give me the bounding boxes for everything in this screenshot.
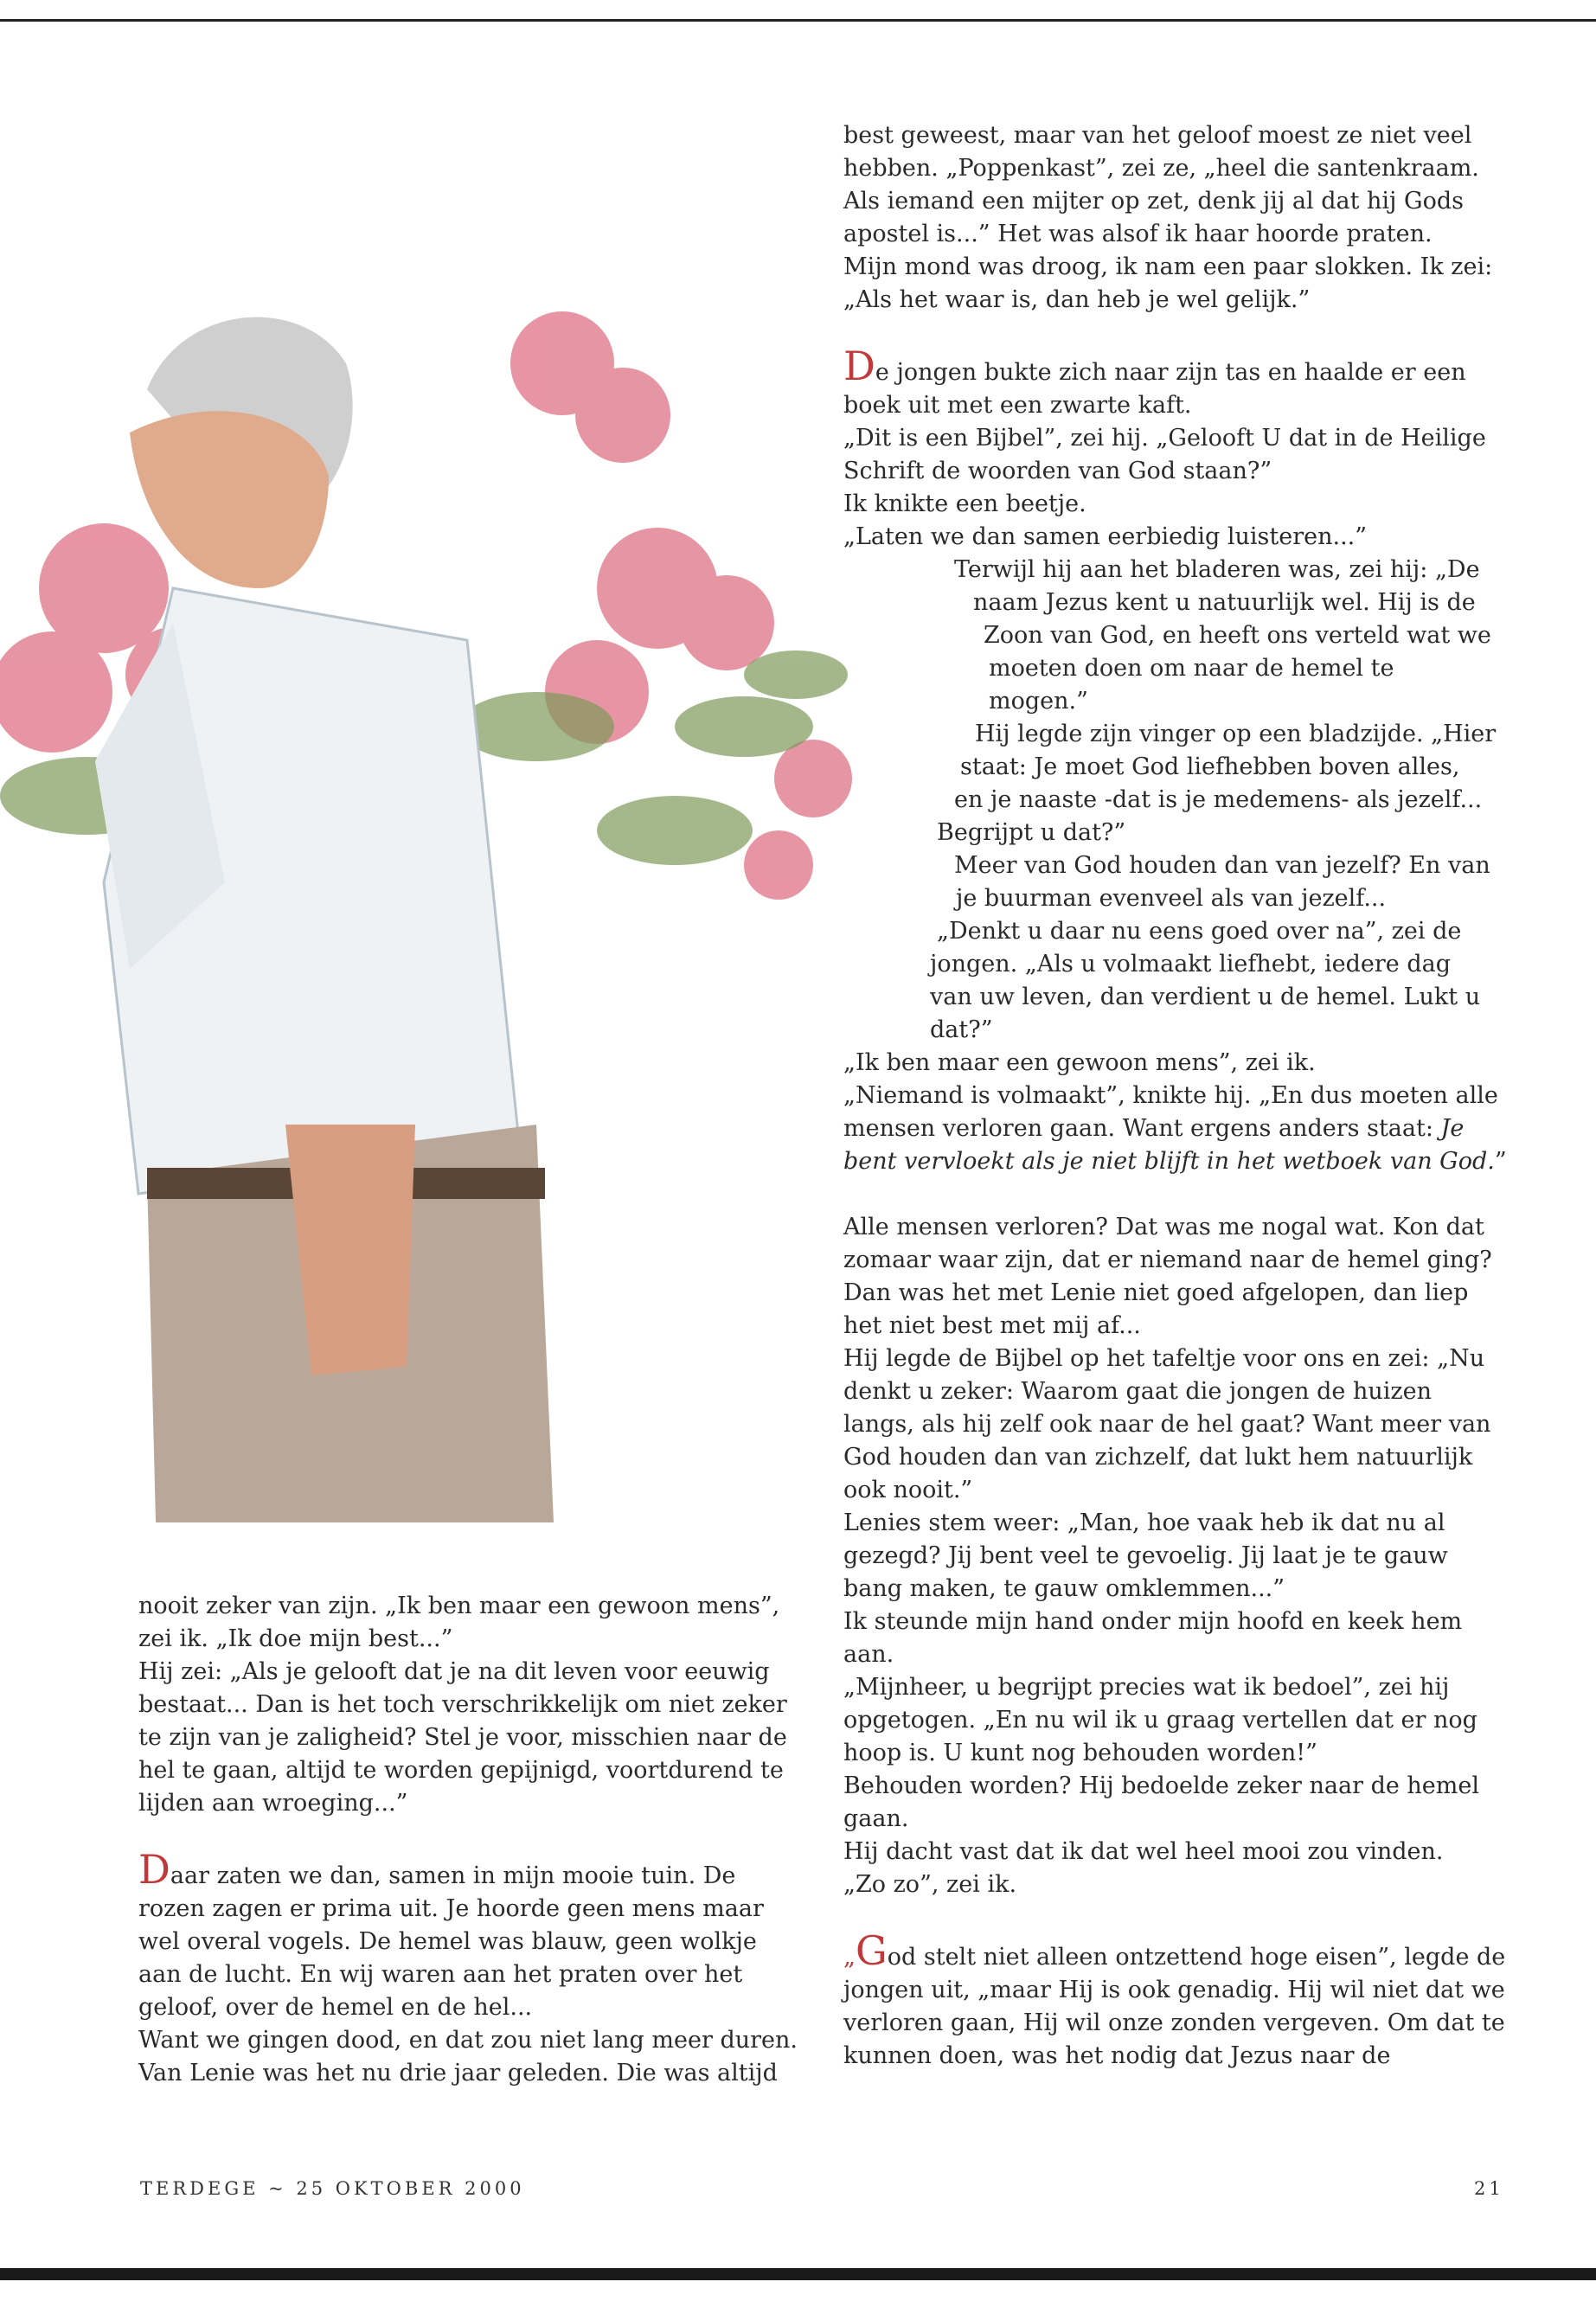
wrapped-line: Begrijpt u dat?” bbox=[937, 819, 1126, 846]
dropcap: D bbox=[843, 343, 875, 389]
paragraph-with-dropcap: „God stelt niet alleen ontzettend hoge eisen”, legde de jongen uit, „maar Hij is ook genadig. Hij wil niet dat we verloren gaan, Hij wil onze zonden vergeven. Om dat te kunnen doen, was het nodig dat Jezus naar de bbox=[843, 1927, 1506, 2069]
paragraph: „Ik ben maar een gewoon mens”, zei ik. bbox=[843, 1049, 1316, 1076]
dropcap: G bbox=[856, 1927, 888, 1974]
wrapped-line: mogen.” bbox=[989, 688, 1088, 715]
left-column bbox=[138, 1590, 800, 2090]
illustration bbox=[0, 104, 917, 1522]
wrapped-line: Meer van God houden dan van jezelf? En van bbox=[954, 852, 1490, 879]
paragraph: „Mijnheer, u begrijpt precies wat ik bedoel”, zei hij opgetogen. „En nu wil ik u graag vertellen dat er nog hoop is. U kunt nog behouden worden!” bbox=[843, 1674, 1477, 1766]
wrapped-line: Terwijl hij aan het bladeren was, zei hij: „De bbox=[954, 556, 1480, 583]
paragraph: Mijn mond was droog, ik nam een paar slokken. Ik zei: „Als het waar is, dan heb je wel gelijk.” bbox=[843, 253, 1493, 313]
dropcap-quote: „ bbox=[843, 1944, 856, 1971]
wrapped-line: Zoon van God, en heeft ons verteld wat we bbox=[984, 622, 1491, 649]
dropcap: D bbox=[138, 1846, 170, 1893]
paragraph: Hij zei: „Als je gelooft dat je na dit leven voor eeuwig bestaat... Dan is het toch verschrikkelijk om niet zeker te zijn van je zaligheid? Stel je voor, misschien naar de hel te gaan, altijd te worden gepijnigd, voortdurend te lijden aan wroeging...” bbox=[138, 1658, 787, 1817]
paragraph: „Niemand is volmaakt”, knikte hij. „En dus moeten alle mensen verloren gaan. Want ergens anders staat: Je bent vervloekt als je niet blijft in het wetboek van God.” bbox=[843, 1082, 1507, 1175]
top-rule bbox=[0, 19, 1596, 22]
paragraph: „Zo zo”, zei ik. bbox=[843, 1871, 1017, 1898]
wrapped-line: van uw leven, dan verdient u de hemel. Lukt u bbox=[930, 984, 1481, 1010]
wrapped-line: jongen. „Als u volmaakt liefhebt, iedere dag bbox=[930, 951, 1452, 977]
paragraph: Ik knikte een beetje. bbox=[843, 490, 1086, 517]
paragraph-with-dropcap: Daar zaten we dan, samen in mijn mooie tuin. De rozen zagen er prima uit. Je hoorde geen mens maar wel overal vogels. De hemel was blauw, geen wolkje aan de lucht. En wij waren aan het praten over het geloof, over de hemel en de hel... bbox=[138, 1846, 764, 2021]
wrapped-line: „Denkt u daar nu eens goed over na”, zei de bbox=[937, 918, 1462, 945]
wrapped-line: moeten doen om naar de hemel te bbox=[989, 655, 1394, 682]
wrapped-line: je buurman evenveel als van jezelf... bbox=[956, 885, 1387, 912]
paragraph: „Laten we dan samen eerbiedig luisteren...” bbox=[843, 523, 1368, 550]
paragraph: „Dit is een Bijbel”, zei hij. „Gelooft U dat in de Heilige Schrift de woorden van God staan?” bbox=[843, 425, 1486, 484]
bottom-rule bbox=[0, 2268, 1596, 2280]
footer-publication: TERDEGE ~ 25 OKTOBER 2000 bbox=[140, 2178, 525, 2199]
man-figure bbox=[95, 317, 554, 1522]
paragraph: nooit zeker van zijn. „Ik ben maar een gewoon mens”, zei ik. „Ik doe mijn best...” bbox=[138, 1593, 780, 1652]
wrapped-line: Hij legde zijn vinger op een bladzijde. „Hier bbox=[975, 721, 1497, 747]
paragraph: Want we gingen dood, en dat zou niet lang meer duren. bbox=[138, 2027, 798, 2054]
paragraph-with-dropcap: De jongen bukte zich naar zijn tas en haalde er een boek uit met een zwarte kaft. bbox=[843, 343, 1466, 419]
paragraph: Alle mensen verloren? Dat was me nogal wat. Kon dat zomaar waar zijn, dat er niemand naar de hemel ging? Dan was het met Lenie niet goed afgelopen, dan liep het niet best met mij af... bbox=[843, 1214, 1492, 1339]
paragraph: best geweest, maar van het geloof moest ze niet veel hebben. „Poppenkast”, zei ze, „heel die santenkraam. Als iemand een mijter op zet, denk jij al dat hij Gods apostel is...” Het was alsof ik haar hoorde praten. bbox=[843, 122, 1479, 247]
right-column bbox=[843, 119, 1509, 2073]
paragraph: Hij dacht vast dat ik dat wel heel mooi zou vinden. bbox=[843, 1838, 1444, 1865]
wrapped-line: en je naaste -dat is je medemens- als jezelf... bbox=[954, 786, 1483, 813]
paragraph: Ik steunde mijn hand onder mijn hoofd en keek hem aan. bbox=[843, 1608, 1463, 1668]
wrapped-line: naam Jezus kent u natuurlijk wel. Hij is de bbox=[973, 589, 1476, 616]
paragraph: Lenies stem weer: „Man, hoe vaak heb ik dat nu al gezegd? Jij bent veel te gevoelig. Jij laat je te gauw bang maken, te gauw omklemmen...” bbox=[843, 1509, 1448, 1602]
wrapped-line: staat: Je moet God liefhebben boven alles, bbox=[960, 753, 1460, 780]
wrapped-line: dat?” bbox=[930, 1016, 993, 1043]
paragraph: Van Lenie was het nu drie jaar geleden. Die was altijd bbox=[138, 2060, 778, 2086]
paragraph: Behouden worden? Hij bedoelde zeker naar de hemel gaan. bbox=[843, 1772, 1479, 1832]
page-number: 21 bbox=[1474, 2178, 1504, 2199]
paragraph: Hij legde de Bijbel op het tafeltje voor ons en zei: „Nu denkt u zeker: Waarom gaat die jongen de huizen langs, als hij zelf ook naar de hel gaat? Want meer van God houden dan van zichzelf, dat lukt hem natuurlijk ook nooit.” bbox=[843, 1345, 1491, 1503]
